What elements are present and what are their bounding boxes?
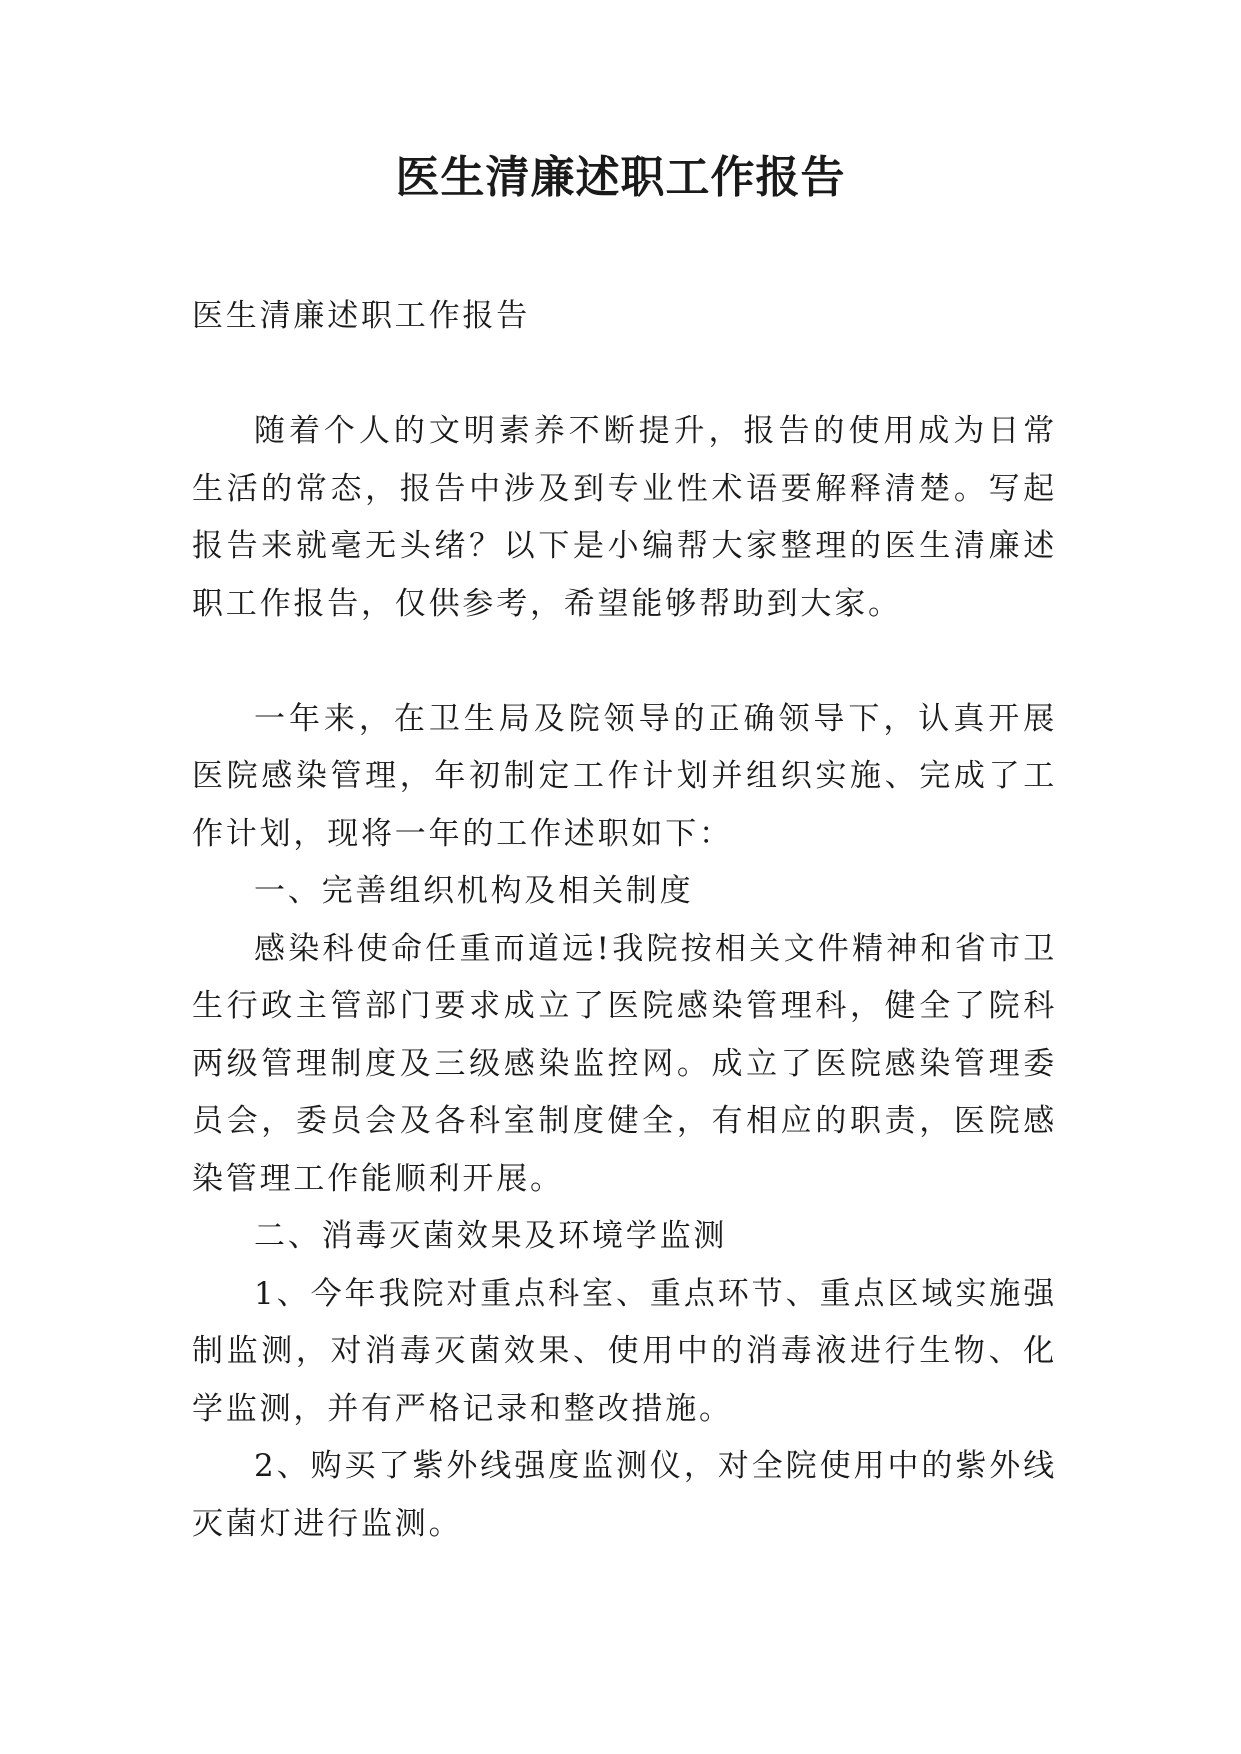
intro-paragraph: 随着个人的文明素养不断提升，报告的使用成为日常生活的常态，报告中涉及到专业性术语要解释清楚。写起报告来就毫无头绪？以下是小编帮大家整理的医生清廉述职工作报告，仅供参考，希望能够帮助到大家。: [192, 413, 1057, 622]
paragraph-spacer: [192, 633, 1057, 691]
section-2-item-2: 2、购买了紫外线强度监测仪，对全院使用中的紫外线灭菌灯进行监测。: [192, 1448, 1057, 1542]
summary-paragraph: 一年来，在卫生局及院领导的正确领导下，认真开展医院感染管理，年初制定工作计划并组织实施、完成了工作计划，现将一年的工作述职如下：: [192, 700, 1057, 852]
section-heading-2: 二、消毒灭菌效果及环境学监测: [254, 1218, 728, 1254]
section-1-paragraph: 感染科使命任重而道远!我院按相关文件精神和省市卫生行政主管部门要求成立了医院感染管理科，健全了院科两级管理制度及三级感染监控网。成立了医院感染管理委员会，委员会及各科室制度健全，有相应的职责，医院感染管理工作能顺利开展。: [192, 930, 1057, 1197]
document-subtitle: 医生清廉述职工作报告: [192, 298, 530, 334]
paragraph-spacer: [192, 346, 1057, 404]
section-2-item-1: 1、今年我院对重点科室、重点环节、重点区域实施强制监测，对消毒灭菌效果、使用中的消毒液进行生物、化学监测，并有严格记录和整改措施。: [192, 1275, 1057, 1427]
document-body: [192, 288, 1057, 1553]
section-heading-1: 一、完善组织机构及相关制度: [254, 873, 694, 909]
document-title: 医生清廉述职工作报告: [395, 152, 846, 203]
